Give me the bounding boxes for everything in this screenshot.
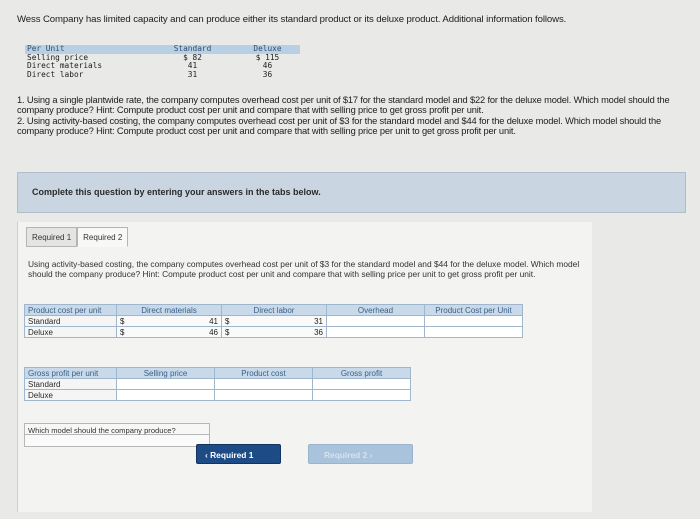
profit-row-standard: [25, 379, 411, 390]
header-overhead: Overhead: [327, 305, 425, 316]
row-label: Deluxe: [25, 327, 117, 338]
product-cost-table: [24, 304, 523, 338]
currency-sign: $: [222, 327, 234, 338]
which-model-answer[interactable]: [24, 435, 210, 447]
row-label: Direct labor: [27, 69, 84, 79]
product-cost-input-deluxe[interactable]: [425, 327, 523, 338]
overhead-input-deluxe[interactable]: [327, 327, 425, 338]
gross-profit-input-standard[interactable]: [313, 379, 411, 390]
standard-value: 31: [187, 69, 198, 79]
row-label: Standard: [25, 379, 117, 390]
overhead-input-standard[interactable]: [327, 316, 425, 327]
row-label: Deluxe: [25, 390, 117, 401]
standard-value: 41: [187, 61, 198, 71]
product-cost-input-deluxe[interactable]: [215, 390, 313, 401]
given-data-table: [25, 45, 300, 79]
selling-price-input-deluxe[interactable]: [117, 390, 215, 401]
direct-labor-value: 31: [234, 316, 327, 327]
header-gross-profit-per-unit: Gross profit per unit: [25, 368, 117, 379]
cost-row-deluxe: [25, 327, 523, 338]
currency-sign: $: [117, 327, 129, 338]
cost-table-header: [25, 305, 523, 316]
header-product-cost-per-unit: Product cost per unit: [25, 305, 117, 316]
header-product-cost: Product Cost per Unit: [425, 305, 523, 316]
cost-row-standard: [25, 316, 523, 327]
deluxe-value: 36: [262, 69, 273, 79]
which-model-question: Which model should the company produce?: [24, 423, 210, 435]
currency-sign: $: [222, 316, 234, 327]
header-direct-labor: Direct labor: [222, 305, 327, 316]
next-required-button[interactable]: [308, 444, 413, 464]
currency-sign: $: [117, 316, 129, 327]
tab-required-2[interactable]: Required 2: [77, 227, 128, 247]
direct-materials-value: 41: [129, 316, 222, 327]
header-product-cost: Product cost: [215, 368, 313, 379]
next-button-label: Required 2: [323, 450, 368, 460]
header-gross-profit: Gross profit: [313, 368, 411, 379]
chevron-right-icon: ›: [367, 450, 373, 460]
question-2: 2. Using activity-based costing, the company computes overhead cost per unit of $3 for the standard model and $44 for the deluxe model. Which model should the company produce? Hint: Compute product cost per unit and compare that with selling price per unit to get gross profit per unit.: [17, 115, 661, 137]
tab-required-1[interactable]: Required 1: [26, 227, 77, 247]
product-cost-input-standard[interactable]: [425, 316, 523, 327]
standard-value: $ 82: [183, 52, 202, 62]
profit-row-deluxe: [25, 390, 411, 401]
tab-prompt: Using activity-based costing, the company computes overhead cost per unit of $3 for the standard model and $44 for the deluxe model. Which model should the company produce? Hint: Compute product cost per unit and compare that with selling price per unit to get gross profit per unit.: [28, 259, 580, 279]
answer-panel: [17, 222, 592, 512]
header-selling-price: Selling price: [117, 368, 215, 379]
gross-profit-table: [24, 367, 411, 401]
instructions-banner: Complete this question by entering your answers in the tabs below.: [17, 172, 686, 213]
row-label: Standard: [25, 316, 117, 327]
gross-profit-input-deluxe[interactable]: [313, 390, 411, 401]
problem-intro: Wess Company has limited capacity and can produce either its standard product or its deluxe product. Additional information follows.: [17, 14, 567, 25]
header-deluxe: Deluxe: [235, 45, 300, 54]
direct-labor-value: 36: [234, 327, 327, 338]
header-standard: Standard: [150, 45, 235, 54]
deluxe-value: 46: [262, 61, 273, 71]
question-list: [17, 95, 677, 137]
header-per-unit: Per Unit: [25, 45, 150, 54]
deluxe-value: $ 115: [255, 52, 280, 62]
chevron-left-icon: ‹: [205, 450, 211, 460]
selling-price-input-standard[interactable]: [117, 379, 215, 390]
product-cost-input-standard[interactable]: [215, 379, 313, 390]
header-direct-materials: Direct materials: [117, 305, 222, 316]
prev-button-label: Required 1: [210, 450, 254, 460]
question-1: 1. Using a single plantwide rate, the company computes overhead cost per unit of $17 for the standard model and $22 for the deluxe model. Which model should the company produce? Hint: Compute product cost per unit and compare that with selling price to get gross profit per unit.: [17, 95, 670, 116]
prev-required-button[interactable]: [196, 444, 281, 464]
row-label: Direct materials: [27, 61, 103, 71]
given-row-direct-labor: [25, 71, 300, 80]
profit-table-header: [25, 368, 411, 379]
direct-materials-value: 46: [129, 327, 222, 338]
tab-bar: [26, 227, 128, 247]
row-label: Selling price: [27, 52, 89, 62]
